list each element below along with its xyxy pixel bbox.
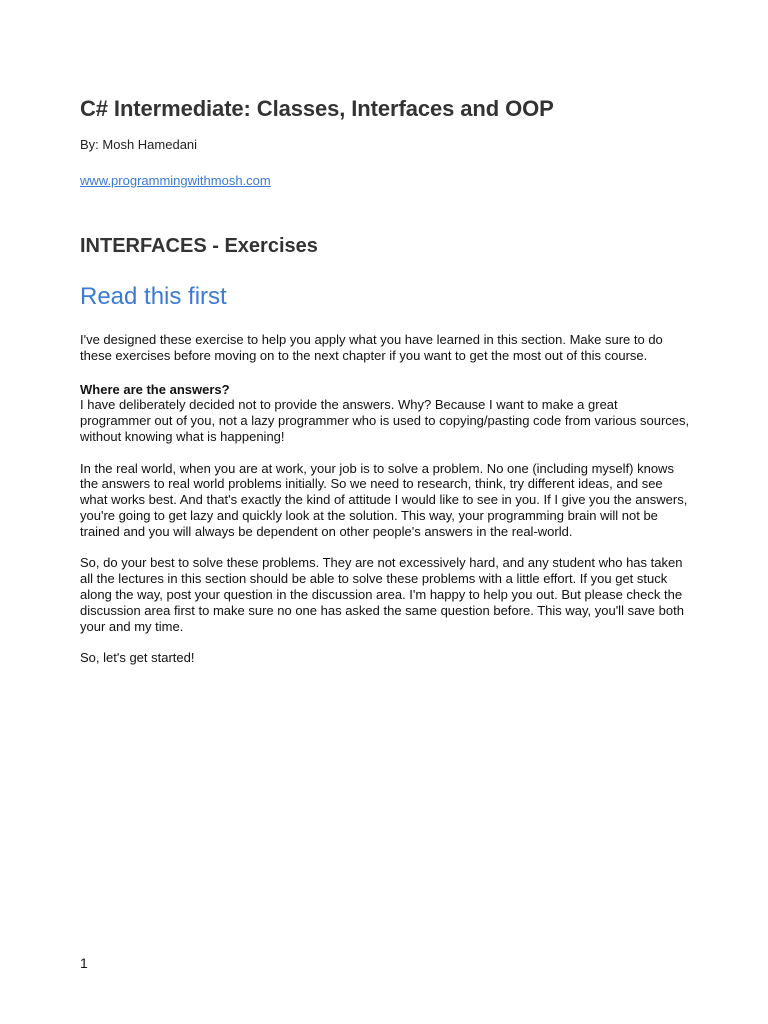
answers-subheading: Where are the answers? xyxy=(80,381,230,397)
closing-line: So, let's get started! xyxy=(80,650,195,666)
website-link[interactable]: www.programmingwithmosh.com xyxy=(80,173,271,188)
page-content xyxy=(80,94,692,666)
page-number: 1 xyxy=(80,955,88,971)
intro-paragraph: I've designed these exercise to help you apply what you have learned in this section. Make sure to do these exercises before moving on to the next chapter if you want to get the most out of this course. xyxy=(80,332,663,363)
section-heading: INTERFACES - Exercises xyxy=(80,235,318,257)
read-first-heading: Read this first xyxy=(80,283,227,310)
best-effort-paragraph: So, do your best to solve these problems. They are not excessively hard, and any student who has taken all the lectures in this section should be able to solve these problems with a little effort. If you get stuck along the way, post your question in the discussion area. I'm happy to help you out. But please check the discussion area first to make sure no one has asked the same question before. This way, you'll save both your and my time. xyxy=(80,555,684,634)
document-title: C# Intermediate: Classes, Interfaces and OOP xyxy=(80,96,554,121)
answers-paragraph: I have deliberately decided not to provide the answers. Why? Because I want to make a great programmer out of you, not a lazy programmer who is used to copying/pasting code from various sources, without knowing what is happening! xyxy=(80,397,690,444)
author-line: By: Mosh Hamedani xyxy=(80,137,198,152)
real-world-paragraph: In the real world, when you are at work, your job is to solve a problem. No one (including myself) knows the answers to real world problems initially. So we need to research, think, try different ideas, and see what works best. And that's exactly the kind of attitude I would like to see in you. If I give you the answers, you're going to get lazy and quickly look at the solution. This way, your programming brain will not be trained and you will always be dependent on other people's answers in the real-world. xyxy=(80,460,688,539)
